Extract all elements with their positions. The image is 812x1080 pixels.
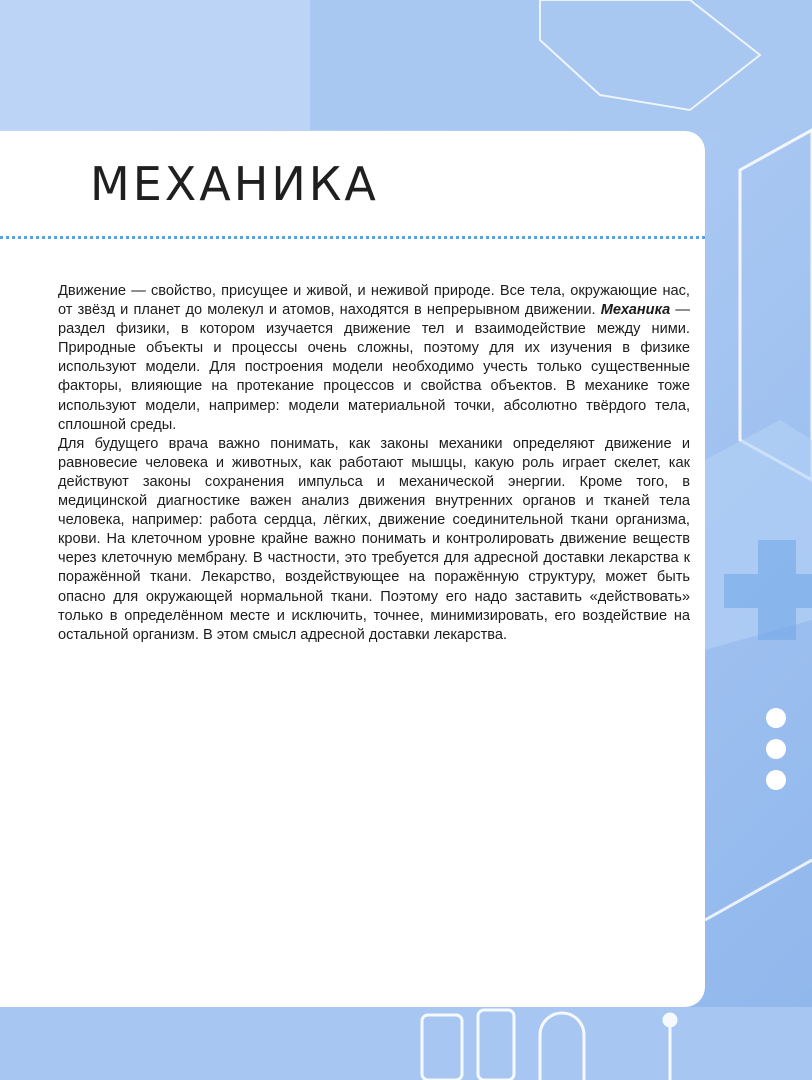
body-text	[58, 282, 690, 645]
title-divider	[0, 236, 705, 239]
dot	[766, 708, 786, 728]
paragraph-1-after: — раздел физики, в котором изучается движение тел и взаимодействие между ними. Природные объекты и процессы очень сложны, поэтому для их изучения в физике используют модели. Для построения модели необходимо учесть только существенные факторы, влияющие на протекание процессов и свойства объектов. В механике тоже используют модели, например: модели материальной точки, абсолютно твёрдого тела, сплошной среды.	[58, 302, 690, 433]
page-title: МЕХАНИКА	[90, 157, 379, 211]
term-mechanics: Механика	[600, 302, 671, 319]
dot	[766, 770, 786, 790]
three-dots-icon	[766, 708, 788, 801]
paragraph-2: Для будущего врача важно понимать, как законы механики определяют движение и равновесие человека и животных, как работают мышцы, какую роль играет скелет, как действуют законы сохранения импульса и механической энергии. Кроме того, в медицинской диагностике важен анализ движения внутренних органов и тканей тела человека, например: работа сердца, лёгких, движение соединительной ткани организма, крови. На клеточном уровне крайне важно понимать и контролировать движение веществ через клеточную мембрану. В частности, это требуется для адресной доставки лекарства к поражённой ткани. Лекарство, воздействующее на поражённую структуру, может быть опасно для окружающей нормальной ткани. Поэтому его надо заставить «действовать» только в определённом месте и исключить, точнее, минимизировать, его воздействие на остальной организм. В этом смысл адресной доставки лекарства.	[58, 435, 690, 643]
paragraph-1	[58, 282, 690, 435]
dot	[766, 739, 786, 759]
paragraph-1-before: Движение — свойство, присущее и живой, и неживой природе. Все тела, окружающие нас, от звёзд и планет до молекул и атомов, находятся в непрерывном движении.	[58, 283, 690, 319]
